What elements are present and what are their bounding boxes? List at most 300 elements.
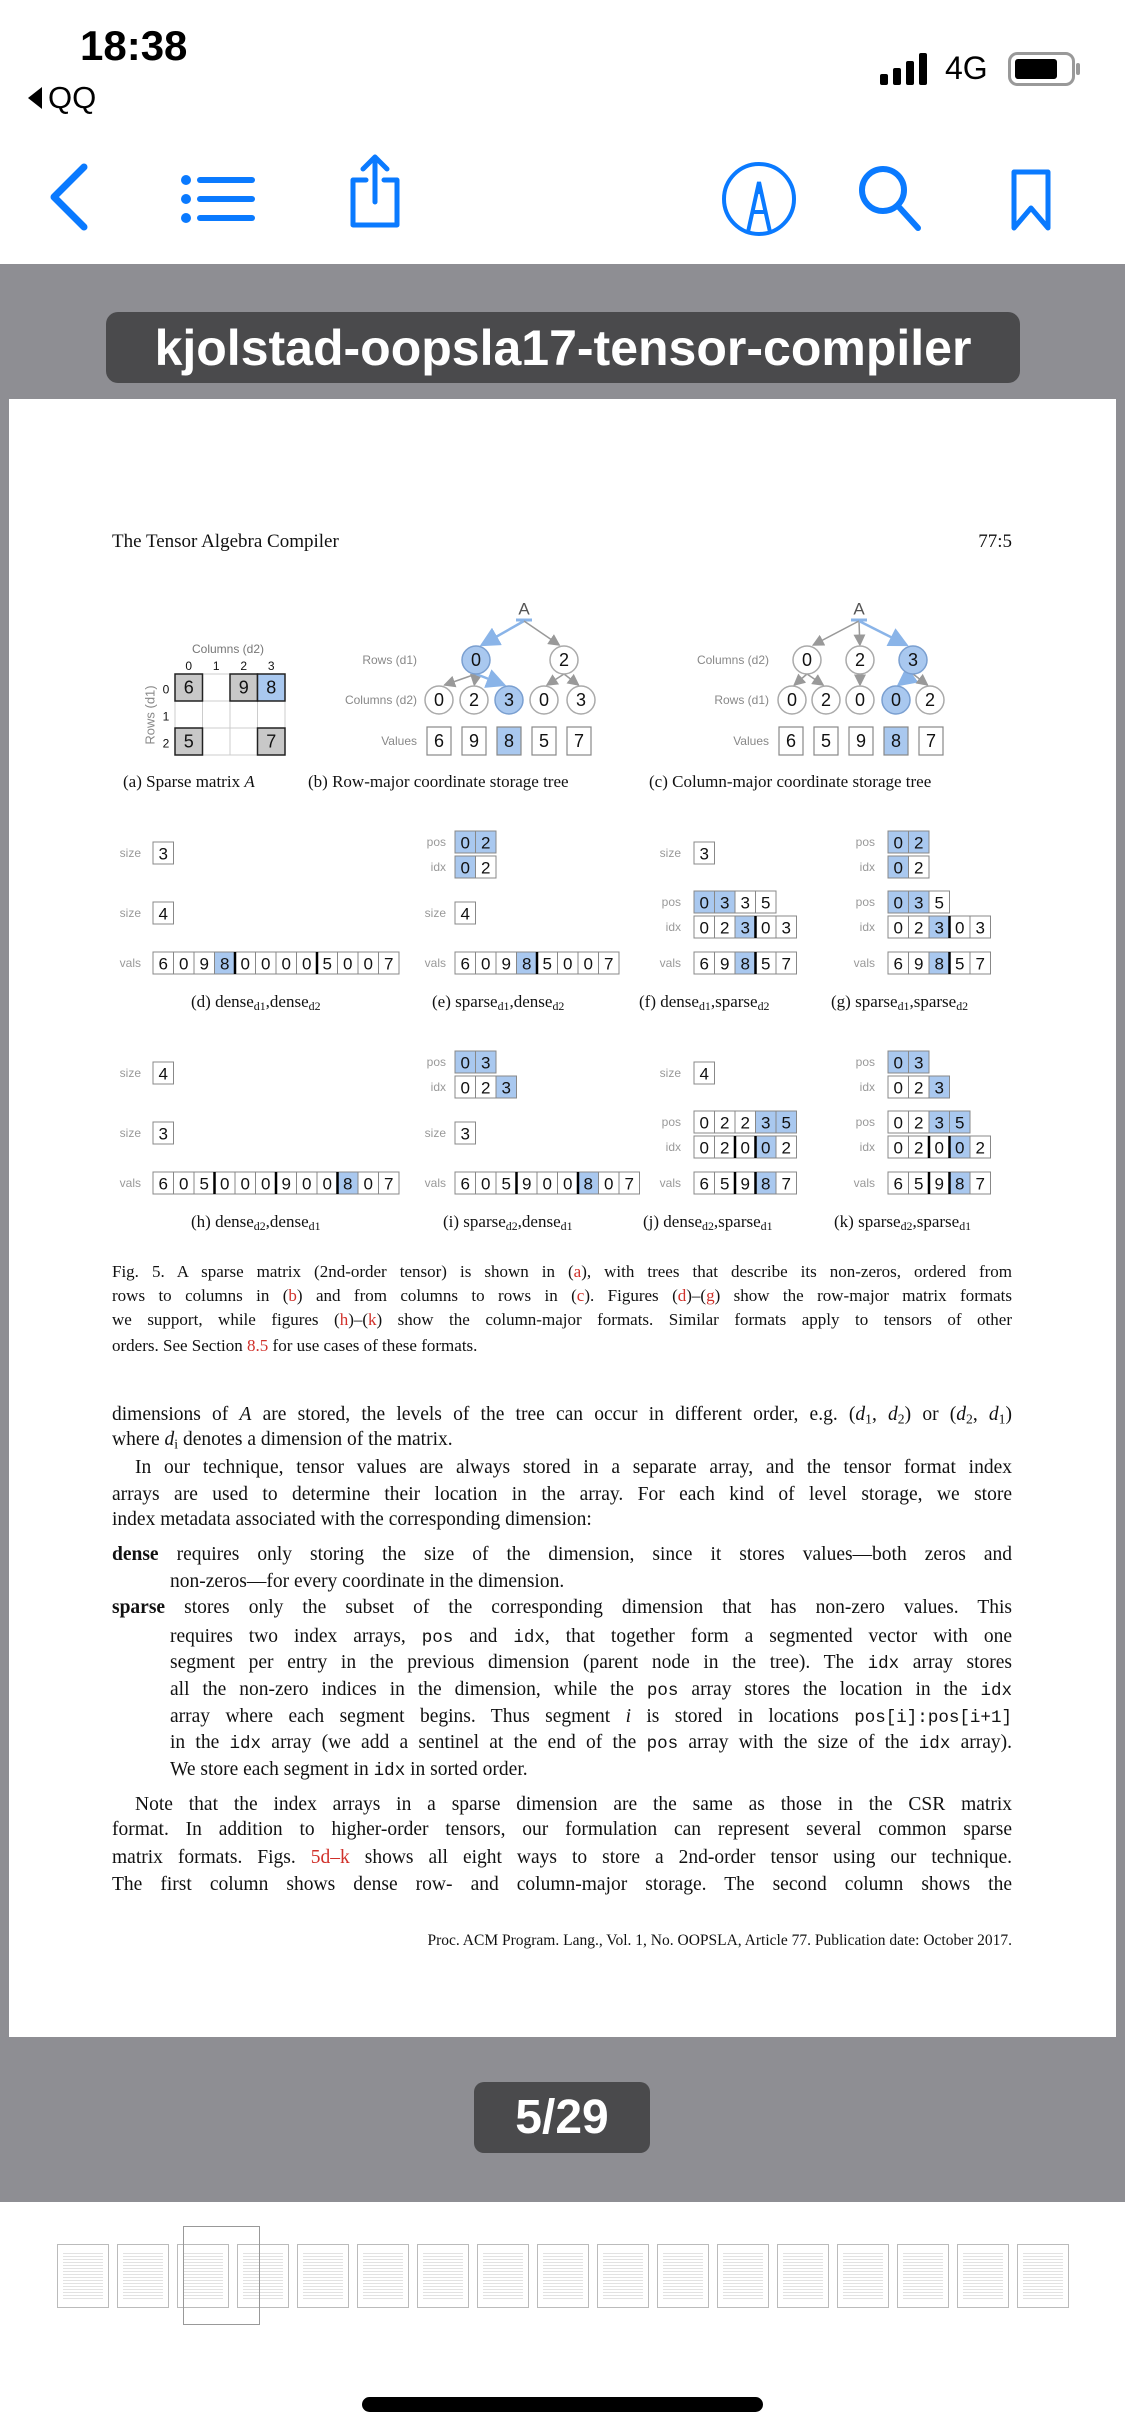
panel-f-cell-value: 3	[720, 893, 730, 913]
page-thumbnail[interactable]	[897, 2244, 949, 2308]
panel-h-size-label: size	[119, 1066, 141, 1080]
text-run: array with the size of the	[678, 1732, 919, 1753]
panel-h-cell-value: 7	[384, 1174, 394, 1194]
text-run: arrays are used to determine their location in the array. For each kind of level storage, we store	[112, 1484, 1012, 1505]
panel-k-cell-value: 2	[914, 1113, 924, 1133]
page-thumbnail[interactable]	[597, 2244, 649, 2308]
panel-i-cell-value: 0	[563, 1174, 573, 1194]
panel-i-cell-value: 0	[542, 1174, 552, 1194]
caption-j	[643, 1211, 773, 1237]
document-title: kjolstad-oopsla17-tensor-compiler	[106, 312, 1020, 383]
text-run: (j) dense	[643, 1212, 703, 1231]
text-run: requires two index arrays,	[170, 1626, 422, 1647]
matrix-row-index: 1	[162, 709, 170, 724]
row-major-tree-edge	[524, 621, 559, 645]
caption-d	[191, 991, 321, 1017]
cross-reference-link[interactable]: c	[576, 1286, 585, 1305]
panel-h-cell-value: 0	[240, 1174, 250, 1194]
panel-k-cell-value: 2	[975, 1138, 985, 1158]
panel-f-cell-value: 3	[699, 844, 709, 864]
panel-e-cell-value: 0	[460, 833, 470, 853]
panel-k-cell-value: 5	[955, 1113, 965, 1133]
panel-e-cell-value: 6	[460, 954, 470, 974]
matrix-cell	[203, 674, 231, 701]
panel-f-size-label: size	[659, 846, 681, 860]
panel-h-cell-value: 5	[199, 1174, 209, 1194]
text-run: )	[1005, 1404, 1012, 1425]
row-major-tree-edge	[445, 674, 476, 685]
panel-i-cell-value: 3	[460, 1124, 470, 1144]
body-line	[170, 1624, 1012, 1650]
panel-k-cell-value: 6	[893, 1174, 903, 1194]
text-run: pos	[646, 1734, 679, 1754]
text-run: format. In addition to higher-order tensors, our formulation can represent several common sparse	[112, 1819, 1012, 1840]
row-major-tree-edge	[474, 674, 476, 685]
column-major-tree-root-label: A	[853, 599, 865, 619]
body-line	[112, 1507, 1012, 1533]
panel-k-cell-value: 2	[914, 1078, 924, 1098]
panel-k-cell-value: 5	[914, 1174, 924, 1194]
panel-d-cell-value: 0	[261, 954, 271, 974]
figure-caption-line	[112, 1308, 1012, 1332]
panel-d-cell-value: 6	[158, 954, 168, 974]
body-line	[112, 1482, 1012, 1508]
panel-f-cell-value: 0	[761, 918, 771, 938]
panel-k-idx-label: idx	[859, 1140, 875, 1154]
text-run: (d) dense	[191, 992, 254, 1011]
body-line	[170, 1757, 1012, 1783]
panel-h-cell-value: 8	[343, 1174, 353, 1194]
text-run: (i) sparse	[443, 1212, 506, 1231]
text-run: idx	[513, 1628, 545, 1648]
panel-g-cell-value: 5	[955, 954, 965, 974]
text-run: idx	[229, 1734, 262, 1754]
page-thumbnail[interactable]	[477, 2244, 529, 2308]
panel-j-cell-value: 5	[781, 1113, 791, 1133]
panel-k-cell-value: 0	[955, 1138, 965, 1158]
column-major-tree-edge	[859, 621, 860, 645]
panel-i-cell-value: 0	[460, 1053, 470, 1073]
panel-g-cell-value: 3	[934, 918, 944, 938]
definition-dense	[112, 1542, 1012, 1568]
panel-e-cell-value: 2	[481, 858, 491, 878]
page-thumbnail[interactable]	[57, 2244, 109, 2308]
panel-j-cell-value: 0	[740, 1138, 750, 1158]
row-major-tree-edge	[564, 674, 578, 685]
text-run: d1	[497, 998, 510, 1013]
matrix-cell	[203, 728, 231, 755]
cross-reference-link[interactable]: k	[368, 1310, 377, 1329]
row-major-tree-level2-label: Columns (d2)	[344, 693, 417, 707]
panel-h-cell-value: 0	[322, 1174, 332, 1194]
text-run: ,dense	[509, 992, 553, 1011]
row-major-tree-value: 7	[573, 731, 585, 751]
panel-j-idx-label: idx	[665, 1140, 681, 1154]
panel-j-cell-value: 2	[781, 1138, 791, 1158]
matrix-value: 6	[183, 677, 194, 698]
panel-j-cell-value: 4	[699, 1064, 709, 1084]
panel-d-cell-value: 0	[363, 954, 373, 974]
page-thumbnail[interactable]	[117, 2244, 169, 2308]
cross-reference-link[interactable]: b	[288, 1286, 297, 1305]
panel-f-cell-value: 2	[720, 918, 730, 938]
text-run: d2	[900, 1218, 913, 1233]
panel-i-vals-label: vals	[424, 1176, 446, 1190]
text-run: (c) Column-major coordinate storage tree	[649, 772, 932, 791]
body-line	[170, 1650, 1012, 1676]
body-line	[135, 1792, 1012, 1818]
text-run: ,	[871, 1404, 889, 1425]
text-run: idx	[918, 1734, 951, 1754]
cross-reference-link[interactable]: a	[573, 1262, 582, 1281]
body-line	[112, 1817, 1012, 1843]
text-run: 1	[998, 1411, 1006, 1427]
text-run: )–(	[348, 1310, 369, 1329]
page-thumbnail[interactable]	[957, 2244, 1009, 2308]
panel-g-idx-label: idx	[859, 920, 875, 934]
column-major-tree-node-label: 2	[820, 690, 832, 710]
panel-j-size-label: size	[659, 1066, 681, 1080]
panel-e-cell-value: 5	[542, 954, 552, 974]
row-major-tree-value: 6	[433, 731, 445, 751]
panel-g-cell-value: 9	[914, 954, 924, 974]
panel-i-cell-value: 0	[481, 1174, 491, 1194]
page-number: 77:5	[978, 531, 1012, 552]
text-run: index metadata associated with the corresponding dimension:	[112, 1509, 592, 1530]
text-run: ,sparse	[710, 992, 758, 1011]
text-run: orders. See Section	[112, 1336, 248, 1355]
text-run: sparse	[112, 1597, 166, 1618]
panel-h-cell-value: 9	[281, 1174, 291, 1194]
page-thumbnail[interactable]	[837, 2244, 889, 2308]
panel-g-cell-value: 0	[893, 918, 903, 938]
text-run: A	[239, 1404, 252, 1425]
matrix-row-index: 2	[162, 736, 170, 751]
panel-j-cell-value: 5	[720, 1174, 730, 1194]
panel-i-cell-value: 2	[481, 1078, 491, 1098]
cross-reference-link[interactable]: 8.5	[247, 1336, 269, 1355]
column-major-tree-value: 8	[890, 731, 902, 751]
row-major-tree-node-label: 0	[433, 690, 445, 710]
text-run: idx	[980, 1681, 1012, 1701]
panel-k-cell-value: 8	[955, 1174, 965, 1194]
text-run: d1	[959, 1218, 972, 1233]
matrix-value: 8	[266, 677, 277, 698]
text-run: dimensions of	[112, 1404, 240, 1425]
panel-d-cell-value: 0	[343, 954, 353, 974]
panel-d-cell-value: 5	[322, 954, 332, 974]
page-thumbnail[interactable]	[1017, 2244, 1069, 2308]
panel-i-cell-value: 0	[460, 1078, 470, 1098]
panel-j-cell-value: 9	[740, 1174, 750, 1194]
text-run: ,	[972, 1404, 989, 1425]
panel-j-pos-label: pos	[661, 1115, 681, 1129]
panel-g-pos-label: pos	[855, 895, 875, 909]
panel-f-cell-value: 3	[781, 918, 791, 938]
panel-h-cell-value: 0	[261, 1174, 271, 1194]
text-run: for use cases of these formats.	[268, 1336, 478, 1355]
text-run: (g) sparse	[831, 992, 898, 1011]
text-run: (e) sparse	[432, 992, 498, 1011]
page-thumbnail[interactable]	[297, 2244, 349, 2308]
page-thumbnail[interactable]	[417, 2244, 469, 2308]
text-run: ,dense	[265, 1212, 309, 1231]
panel-j-cell-value: 8	[761, 1174, 771, 1194]
panel-d-cell-value: 0	[302, 954, 312, 974]
figure-caption-line	[112, 1284, 1012, 1308]
panel-k-cell-value: 3	[934, 1113, 944, 1133]
column-major-tree-edge	[813, 621, 859, 645]
panel-f-cell-value: 5	[761, 893, 771, 913]
panel-e-cell-value: 7	[604, 954, 614, 974]
matrix-rows-label: Rows (d1)	[142, 685, 158, 745]
panel-f-cell-value: 0	[699, 893, 709, 913]
caption-f	[639, 991, 769, 1017]
panel-k-cell-value: 7	[975, 1174, 985, 1194]
panel-i-cell-value: 8	[583, 1174, 593, 1194]
panel-g-vals-label: vals	[853, 956, 875, 970]
panel-h-size-label: size	[119, 1126, 141, 1140]
text-run: denotes a dimension of the matrix.	[178, 1429, 453, 1450]
panel-g-cell-value: 6	[893, 954, 903, 974]
panel-j-cell-value: 2	[740, 1113, 750, 1133]
panel-g-idx-label: idx	[859, 860, 875, 874]
row-major-tree-values-label: Values	[381, 734, 417, 748]
text-run: 2	[966, 1411, 973, 1427]
text-run: stores only the subset of the corresponding dimension that has non-zero values. This	[165, 1597, 1012, 1618]
panel-h-cell-value: 0	[220, 1174, 230, 1194]
text-run: (k) sparse	[834, 1212, 901, 1231]
text-run: all the non-zero indices in the dimension, while the	[170, 1679, 647, 1700]
text-run: ) or (	[904, 1404, 957, 1425]
panel-i-cell-value: 6	[460, 1174, 470, 1194]
text-run: )–(	[686, 1286, 707, 1305]
page-thumbnail[interactable]	[537, 2244, 589, 2308]
panel-j-cell-value: 0	[699, 1113, 709, 1133]
panel-g-cell-value: 3	[975, 918, 985, 938]
text-run: Note that the index arrays in a sparse dimension are the same as those in the CSR matrix	[135, 1794, 1012, 1815]
text-run: rows to columns in (	[112, 1286, 289, 1305]
column-major-tree-node-label: 0	[801, 650, 813, 670]
panel-i-cell-value: 0	[604, 1174, 614, 1194]
text-run: d1	[698, 998, 711, 1013]
figure-caption-line	[112, 1334, 1012, 1358]
matrix-col-index: 3	[267, 659, 275, 673]
body-line	[170, 1569, 1012, 1595]
panel-f-vals-label: vals	[659, 956, 681, 970]
row-major-tree-node-label: 0	[538, 690, 550, 710]
text-run: requires only storing the size of the dimension, since it stores values—both zeros and	[158, 1544, 1012, 1565]
text-run: d1	[308, 1218, 321, 1233]
panel-d-cell-value: 4	[158, 904, 168, 924]
cross-reference-link[interactable]: h	[339, 1310, 349, 1329]
caption-k	[834, 1211, 971, 1237]
panel-g-cell-value: 2	[914, 918, 924, 938]
page-thumbnail[interactable]	[657, 2244, 709, 2308]
panel-f-cell-value: 6	[699, 954, 709, 974]
text-run: in sorted order.	[405, 1759, 528, 1780]
panel-g-cell-value: 3	[914, 893, 924, 913]
panel-e-cell-value: 2	[481, 833, 491, 853]
text-run: d1	[560, 1218, 573, 1233]
page-thumbnail[interactable]	[717, 2244, 769, 2308]
panel-k-cell-value: 3	[914, 1053, 924, 1073]
caption-e	[432, 991, 564, 1017]
cross-reference-link[interactable]: d	[677, 1286, 687, 1305]
panel-d-cell-value: 3	[158, 844, 168, 864]
body-line	[170, 1677, 1012, 1703]
body-line	[112, 1872, 1012, 1898]
panel-k-cell-value: 0	[893, 1113, 903, 1133]
column-major-tree-node-label: 0	[890, 690, 902, 710]
panel-e-cell-value: 4	[460, 904, 470, 924]
panel-g-cell-value: 0	[893, 858, 903, 878]
text-run: ,sparse	[912, 1212, 960, 1231]
panel-j-cell-value: 3	[761, 1113, 771, 1133]
caption-a	[123, 771, 255, 793]
panel-j-cell-value: 7	[781, 1174, 791, 1194]
column-major-tree-values-label: Values	[733, 734, 769, 748]
panel-f-cell-value: 7	[781, 954, 791, 974]
panel-i-size-label: size	[424, 1126, 446, 1140]
text-run: d1	[897, 998, 910, 1013]
cross-reference-link[interactable]: 5d–k	[310, 1847, 350, 1868]
panel-j-cell-value: 6	[699, 1174, 709, 1194]
text-run: ,dense	[517, 1212, 561, 1231]
panel-f-cell-value: 8	[740, 954, 750, 974]
text-run: segment per entry in the previous dimension (parent node in the tree). The	[170, 1652, 868, 1673]
column-major-tree-level1-label: Columns (d2)	[696, 653, 769, 667]
panel-h-cell-value: 4	[158, 1064, 168, 1084]
panel-j-cell-value: 0	[761, 1138, 771, 1158]
panel-e-cell-value: 8	[522, 954, 532, 974]
cross-reference-link[interactable]: g	[706, 1286, 715, 1305]
panel-d-cell-value: 0	[281, 954, 291, 974]
panel-f-cell-value: 3	[740, 893, 750, 913]
panel-f-cell-value: 5	[761, 954, 771, 974]
text-run: array (we add a sentinel at the end of the	[261, 1732, 647, 1753]
panel-k-pos-label: pos	[855, 1115, 875, 1129]
text-run: idx	[867, 1654, 900, 1674]
text-run: shows all eight ways to store a 2nd-order tensor using our technique.	[349, 1847, 1013, 1868]
column-major-tree-node-label: 3	[907, 650, 919, 670]
text-run: (f) dense	[639, 992, 699, 1011]
text-run: ,sparse	[713, 1212, 761, 1231]
text-run: ). Figures (	[584, 1286, 678, 1305]
panel-i-cell-value: 3	[501, 1078, 511, 1098]
panel-g-cell-value: 5	[934, 893, 944, 913]
text-run: d2	[253, 1218, 266, 1233]
caption-h	[191, 1211, 321, 1237]
row-major-tree-edge	[547, 674, 564, 685]
panel-i-cell-value: 3	[481, 1053, 491, 1073]
row-major-tree-node-label: 2	[468, 690, 480, 710]
text-run: ), with trees that describe its non-zeros, ordered from	[581, 1262, 1013, 1281]
matrix-col-index: 0	[185, 659, 193, 673]
page-footer: Proc. ACM Program. Lang., Vol. 1, No. OOPSLA, Article 77. Publication date: October 2017.	[427, 1932, 1012, 1949]
panel-d-vals-label: vals	[119, 956, 141, 970]
page-thumbnail[interactable]	[777, 2244, 829, 2308]
text-run: where	[112, 1429, 165, 1450]
text-run: d2	[757, 998, 770, 1013]
text-run: i	[174, 1436, 179, 1452]
text-run: A	[244, 772, 255, 791]
text-run: matrix formats. Figs.	[112, 1847, 311, 1868]
matrix-cell	[175, 701, 203, 728]
panel-f-pos-label: pos	[661, 895, 681, 909]
text-run: array where each segment begins. Thus segment	[170, 1706, 626, 1727]
text-run: d	[988, 1404, 999, 1425]
text-run: d2	[552, 998, 565, 1013]
text-run: ,dense	[265, 992, 309, 1011]
row-major-tree-value: 5	[538, 731, 550, 751]
text-run: array stores	[899, 1652, 1012, 1673]
page-indicator: 5/29	[474, 2082, 650, 2153]
caption-i	[443, 1211, 573, 1237]
panel-i-pos-label: pos	[426, 1055, 446, 1069]
matrix-cell	[203, 701, 231, 728]
current-page-thumbnail-frame[interactable]	[183, 2226, 260, 2325]
home-indicator[interactable]	[362, 2397, 763, 2412]
text-run: pos	[646, 1681, 679, 1701]
text-run: (a) Sparse matrix	[123, 772, 245, 791]
panel-d-cell-value: 9	[199, 954, 209, 974]
matrix-columns-label: Columns (d2)	[191, 642, 265, 656]
column-major-tree-node-label: 0	[786, 690, 798, 710]
panel-k-cell-value: 9	[934, 1174, 944, 1194]
panel-d-size-label: size	[119, 846, 141, 860]
body-line	[170, 1730, 1012, 1756]
matrix-value: 5	[183, 731, 194, 752]
panel-d-size-label: size	[119, 906, 141, 920]
panel-g-cell-value: 0	[893, 833, 903, 853]
panel-k-cell-value: 0	[893, 1138, 903, 1158]
panel-j-cell-value: 0	[699, 1138, 709, 1158]
panel-e-size-label: size	[424, 906, 446, 920]
panel-i-idx-label: idx	[430, 1080, 446, 1094]
panel-h-cell-value: 0	[363, 1174, 373, 1194]
text-run: in the	[170, 1732, 230, 1753]
text-run: idx	[373, 1761, 406, 1781]
row-major-tree-edge	[482, 621, 524, 645]
panel-j-cell-value: 2	[720, 1138, 730, 1158]
status-time: 18:38	[80, 22, 188, 69]
text-run: d	[855, 1404, 866, 1425]
text-run: Fig. 5. A sparse matrix (2nd-order tensor) is shown in (	[112, 1262, 574, 1281]
text-run: pos	[421, 1628, 454, 1648]
text-run: pos[i]:pos[i+1]	[854, 1708, 1012, 1728]
body-line	[112, 1427, 1012, 1453]
panel-g-cell-value: 8	[934, 954, 944, 974]
matrix-value: 9	[238, 677, 249, 698]
row-major-tree-root-label: A	[518, 599, 530, 619]
text-run: The first column shows dense row- and column-major storage. The second column shows the	[112, 1874, 1012, 1895]
text-run: d2	[505, 1218, 518, 1233]
panel-d-cell-value: 0	[179, 954, 189, 974]
panel-k-cell-value: 3	[934, 1078, 944, 1098]
panel-g-cell-value: 2	[914, 833, 924, 853]
row-major-tree-edge	[476, 674, 504, 685]
text-run: ) show the column-major formats. Similar formats apply to tensors of other	[376, 1310, 1012, 1329]
panel-k-cell-value: 0	[893, 1053, 903, 1073]
body-line	[112, 1402, 1012, 1428]
panel-e-cell-value: 0	[460, 858, 470, 878]
text-run: d	[164, 1429, 175, 1450]
column-major-tree-edge	[859, 621, 907, 645]
panel-k-cell-value: 0	[934, 1138, 944, 1158]
text-run: In our technique, tensor values are always stored in a separate array, and the tensor format index	[135, 1457, 1012, 1478]
page-thumbnail[interactable]	[357, 2244, 409, 2308]
